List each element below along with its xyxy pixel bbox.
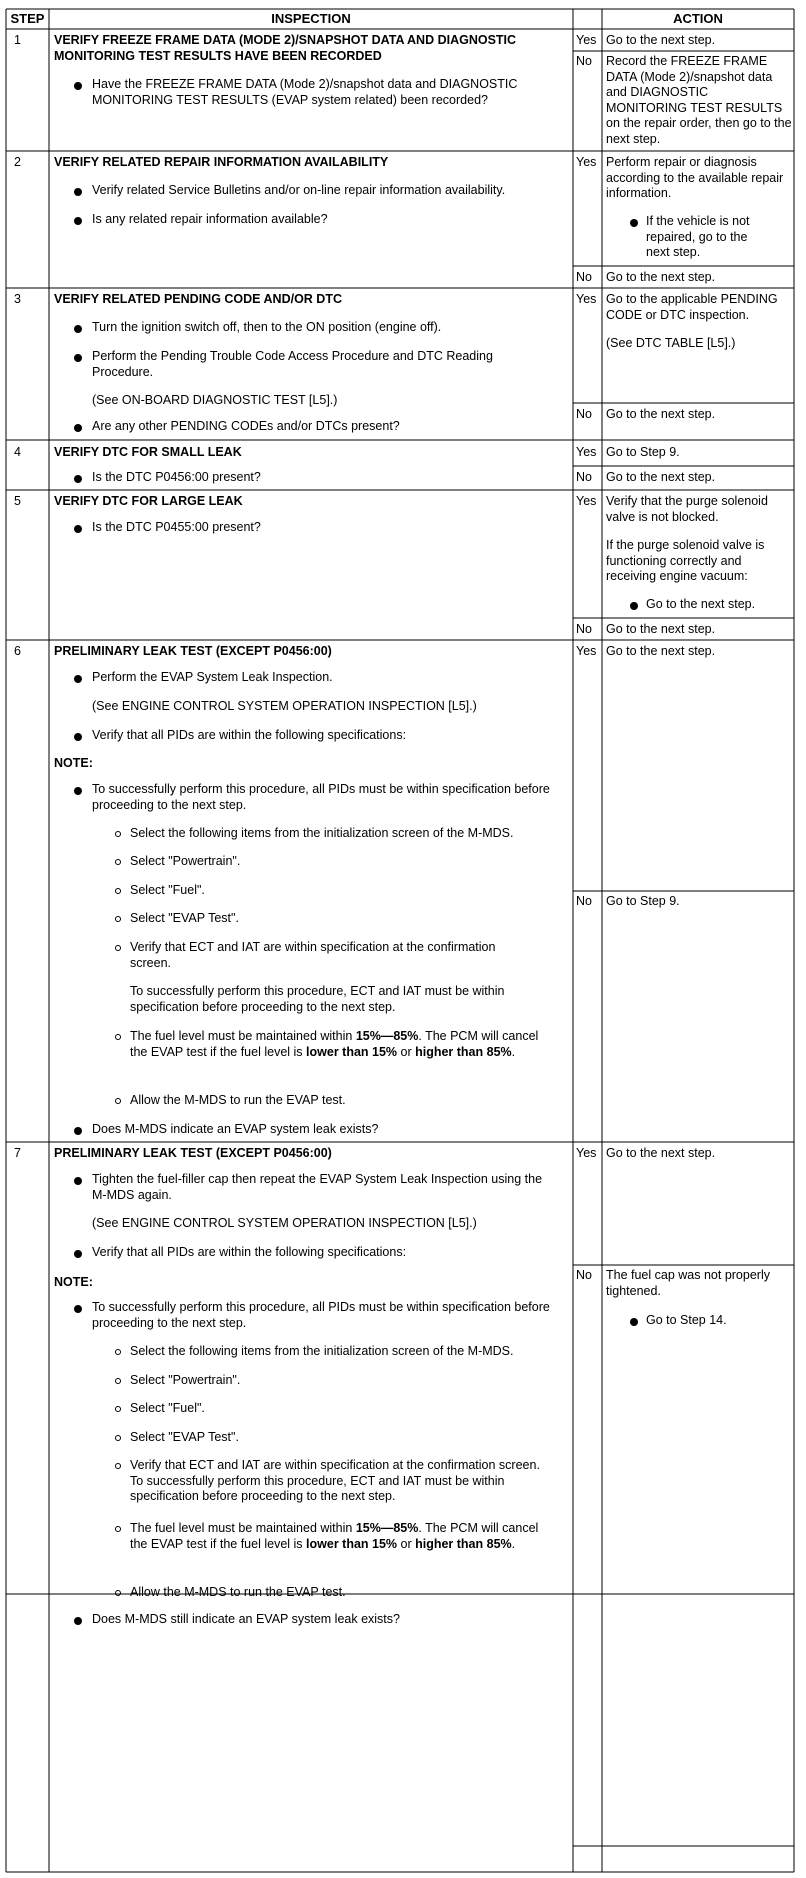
text-run-bold: 15%—85% [355,1521,419,1535]
step-reference: (See ON-BOARD DIAGNOSTIC TEST [L5].) [92,393,338,407]
text-run: . The PCM will cancel the EVAP test if the fuel level is [130,1029,539,1059]
sub-item: Select "Powertrain". [130,1373,241,1387]
circle-bullet-icon [115,945,121,951]
sub-item: Select "Fuel". [130,883,205,897]
step-reference: (See ENGINE CONTROL SYSTEM OPERATION INSPECTION [L5].) [92,699,477,713]
note-label: NOTE: [54,1275,93,1289]
circle-bullet-icon [115,1590,121,1596]
sub-item: Select "Fuel". [130,1401,205,1415]
step-question: Have the FREEZE FRAME DATA (Mode 2)/snapshot data and DIAGNOSTIC MONITORING TEST RESULTS (EVAP system related) been recorded? [92,77,518,107]
yes-action: Go to the applicable PENDING CODE or DTC inspection. [606,292,778,322]
no-action: Go to the next step. [606,470,716,484]
sub-item: Select "EVAP Test". [130,1430,239,1444]
yes-label: Yes [576,33,597,47]
bullet-icon [74,1177,82,1185]
yes-action-condition: If the purge solenoid valve is functioning correctly and receiving engine vacuum: [606,538,765,584]
text-run-bold: 15%—85% [355,1029,419,1043]
yes-action: Go to the next step. [606,1146,716,1160]
no-label: No [576,470,592,484]
yes-action: Perform repair or diagnosis according to the available repair information. [606,155,784,201]
bullet-icon [630,1318,638,1326]
step-bullet: Verify that all PIDs are within the following specifications: [92,1245,407,1259]
sub-item: Select "Powertrain". [130,854,241,868]
header-action: ACTION [673,11,723,26]
bullet-icon [630,219,638,227]
sub-item-detail: To successfully perform this procedure, ECT and IAT must be within specification before proceeding to the next step. [130,984,505,1014]
yes-label: Yes [576,445,597,459]
sub-item-fuel-level [130,1521,550,1552]
bullet-icon [74,188,82,196]
circle-bullet-icon [115,1349,121,1355]
yes-action: Go to Step 9. [606,445,680,459]
step-number: 1 [14,33,21,47]
bullet-icon [74,1305,82,1313]
step-bullet: Perform the EVAP System Leak Inspection. [92,670,333,684]
step-bullet: Perform the Pending Trouble Code Access Procedure and DTC Reading Procedure. [92,349,493,379]
step-question: Is the DTC P0456:00 present? [92,470,261,484]
circle-bullet-icon [115,916,121,922]
yes-action-reference: (See DTC TABLE [L5].) [606,336,736,350]
bullet-icon [74,1617,82,1625]
circle-bullet-icon [115,1463,121,1469]
step-question: Is the DTC P0455:00 present? [92,520,261,534]
step-title: VERIFY RELATED REPAIR INFORMATION AVAILABILITY [54,155,389,169]
step-reference: (See ENGINE CONTROL SYSTEM OPERATION INSPECTION [L5].) [92,1216,477,1230]
header-inspection: INSPECTION [271,11,351,26]
yes-action-bullet: If the vehicle is not repaired, go to the next step. [646,214,750,260]
no-label: No [576,622,592,636]
text-run: . The PCM will cancel the EVAP test if the fuel level is [130,1521,539,1551]
bullet-icon [74,733,82,741]
step-title: PRELIMINARY LEAK TEST (EXCEPT P0456:00) [54,644,332,658]
text-run-bold: higher than 85% [415,1536,512,1551]
step-title: VERIFY RELATED PENDING CODE AND/OR DTC [54,292,342,306]
circle-bullet-icon [115,888,121,894]
step-title: VERIFY DTC FOR SMALL LEAK [54,445,242,459]
yes-action: Go to the next step. [606,33,716,47]
step-number: 5 [14,494,21,508]
step-number: 7 [14,1146,21,1160]
circle-bullet-icon [115,1526,121,1532]
step-question: Does M-MDS indicate an EVAP system leak exists? [92,1122,379,1136]
text-run: The fuel level must be maintained within [130,1521,356,1535]
no-label: No [576,1268,592,1282]
note-bullet: To successfully perform this procedure, all PIDs must be within specification before proceeding to the next step. [92,782,550,812]
bullet-icon [630,602,638,610]
bullet-icon [74,1127,82,1135]
circle-bullet-icon [115,1378,121,1384]
no-action: The fuel cap was not properly tightened. [606,1268,770,1298]
text-run: . [511,1044,516,1059]
no-label: No [576,894,592,908]
sub-item: Allow the M-MDS to run the EVAP test. [130,1093,346,1107]
sub-item: Select the following items from the initialization screen of the M-MDS. [130,1344,514,1358]
bullet-icon [74,787,82,795]
no-action: Go to the next step. [606,407,716,421]
step-title: VERIFY DTC FOR LARGE LEAK [54,494,243,508]
sub-item: Verify that ECT and IAT are within specification at the confirmation screen. To successfully perform this procedure, ECT and IAT must be within specification before proceeding to the next step. [130,1458,540,1504]
note-label: NOTE: [54,756,93,770]
no-action-bullet: Go to Step 14. [646,1313,727,1327]
text-run-bold: lower than 15% [306,1536,398,1551]
text-run-bold: higher than 85% [415,1044,512,1059]
step-question: Is any related repair information available? [92,212,328,226]
step-number: 2 [14,155,21,169]
bullet-icon [74,1250,82,1258]
text-run: or [397,1044,416,1059]
yes-action-bullet: Go to the next step. [646,597,756,611]
step-bullet: Turn the ignition switch off, then to the ON position (engine off). [92,320,442,334]
step-bullet: Verify related Service Bulletins and/or on-line repair information availability. [92,183,506,197]
circle-bullet-icon [115,1098,121,1104]
sub-item: Select "EVAP Test". [130,911,239,925]
yes-action: Go to the next step. [606,644,716,658]
circle-bullet-icon [115,859,121,865]
yes-label: Yes [576,1146,597,1160]
bullet-icon [74,217,82,225]
text-run: or [397,1536,416,1551]
yes-label: Yes [576,155,597,169]
circle-bullet-icon [115,1406,121,1412]
text-run: The fuel level must be maintained within [130,1029,356,1043]
yes-label: Yes [576,292,597,306]
no-label: No [576,270,592,284]
bullet-icon [74,354,82,362]
bullet-icon [74,424,82,432]
step-title: VERIFY FREEZE FRAME DATA (MODE 2)/SNAPSHOT DATA AND DIAGNOSTIC MONITORING TEST RESULTS HAVE BEEN RECORDED [54,33,517,63]
step-number: 6 [14,644,21,658]
no-action: Go to the next step. [606,622,716,636]
step-title: PRELIMINARY LEAK TEST (EXCEPT P0456:00) [54,1146,332,1160]
bullet-icon [74,82,82,90]
sub-item: Verify that ECT and IAT are within specification at the confirmation screen. [130,940,496,970]
circle-bullet-icon [115,831,121,837]
bullet-icon [74,325,82,333]
circle-bullet-icon [115,1435,121,1441]
bullet-icon [74,525,82,533]
yes-label: Yes [576,494,597,508]
step-bullet: Verify that all PIDs are within the following specifications: [92,728,407,742]
sub-item: Allow the M-MDS to run the EVAP test. [130,1585,346,1599]
text-run-bold: lower than 15% [306,1044,398,1059]
no-label: No [576,407,592,421]
no-action: Record the FREEZE FRAME DATA (Mode 2)/snapshot data and DIAGNOSTIC MONITORING TEST RESULTS on the repair order, then go to the next step. [606,54,792,146]
no-label: No [576,54,592,68]
no-action: Go to the next step. [606,270,716,284]
yes-label: Yes [576,644,597,658]
step-number: 3 [14,292,21,306]
step-question: Does M-MDS still indicate an EVAP system leak exists? [92,1612,400,1626]
bullet-icon [74,475,82,483]
step-question: Are any other PENDING CODEs and/or DTCs present? [92,419,400,433]
no-action: Go to Step 9. [606,894,680,908]
sub-item: Select the following items from the initialization screen of the M-MDS. [130,826,514,840]
yes-action: Verify that the purge solenoid valve is not blocked. [606,494,768,524]
text-run: . [511,1536,516,1551]
header-step: STEP [10,11,45,26]
circle-bullet-icon [115,1034,121,1040]
sub-item-fuel-level [130,1029,550,1060]
step-number: 4 [14,445,21,459]
note-bullet: To successfully perform this procedure, all PIDs must be within specification before proceeding to the next step. [92,1300,550,1330]
bullet-icon [74,675,82,683]
step-bullet: Tighten the fuel-filler cap then repeat the EVAP System Leak Inspection using the M-MDS again. [92,1172,543,1202]
